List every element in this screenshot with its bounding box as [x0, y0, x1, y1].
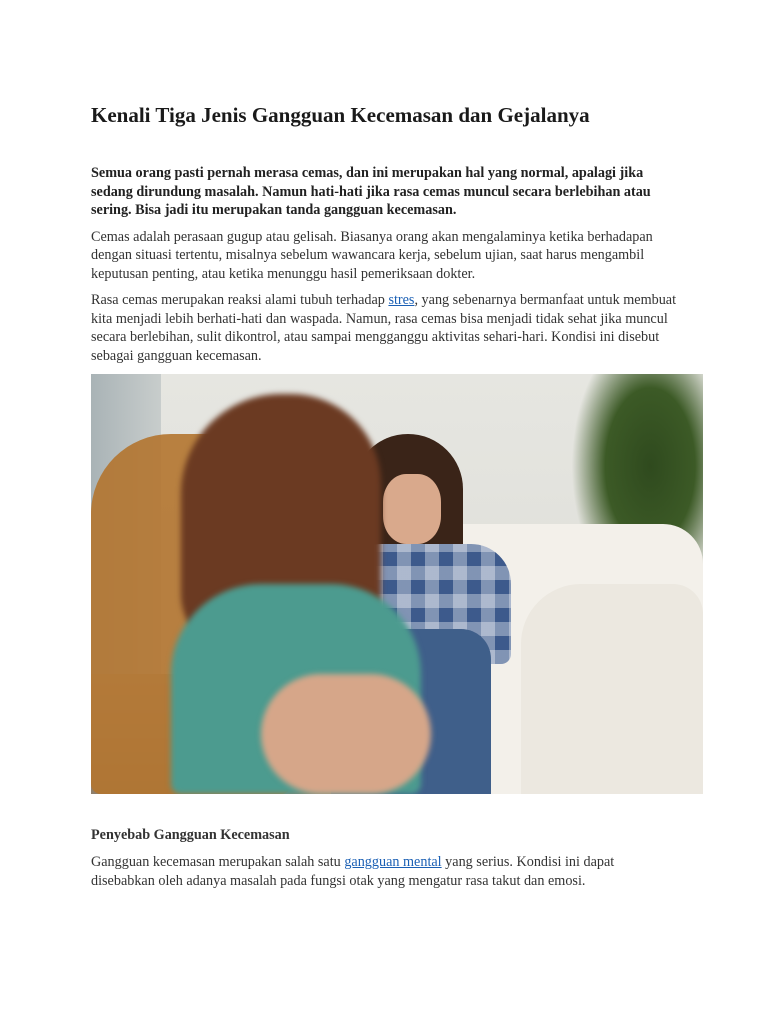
paragraph-2	[91, 291, 681, 365]
paragraph-3-text-after: yang serius. Kondisi ini dapat disebabkan oleh adanya masalah pada fungsi otak yang mengatur rasa takut dan emosi.	[91, 854, 615, 889]
paragraph-2-text-after: , yang sebenarnya bermanfaat untuk membuat kita menjadi lebih berhati-hati dan waspada. Namun, rasa cemas bisa menjadi tidak sehat jika muncul secara berlebihan, sulit dikontrol, atau sampai mengganggu aktivitas sehari-hari. Kondisi ini disebut sebagai gangguan kecemasan.	[91, 292, 677, 364]
stres-link[interactable]: stres	[388, 292, 415, 308]
photo-therapist-arm	[261, 674, 431, 794]
article-title: Kenali Tiga Jenis Gangguan Kecemasan dan Gejalanya	[91, 103, 590, 127]
paragraph-3-text-before: Gangguan kecemasan merupakan salah satu	[91, 854, 345, 870]
paragraph-3	[91, 853, 681, 890]
article-photo	[91, 374, 703, 794]
photo-anxious-woman-face	[383, 474, 441, 544]
photo-sofa-arm	[521, 584, 703, 794]
paragraph-2-text-before: Rasa cemas merupakan reaksi alami tubuh terhadap	[91, 292, 389, 308]
gangguan-mental-link[interactable]: gangguan mental	[344, 854, 442, 870]
article-content	[91, 100, 681, 890]
paragraph-1: Cemas adalah perasaan gugup atau gelisah. Biasanya orang akan mengalaminya ketika berhadapan dengan situasi tertentu, misalnya sebelum wawancara kerja, sebelum ujian, saat harus mengambil keputusan penting, atau ketika menunggu hasil pemeriksaan dokter.	[91, 228, 653, 282]
section-heading: Penyebab Gangguan Kecemasan	[91, 827, 290, 843]
article-lead: Semua orang pasti pernah merasa cemas, dan ini merupakan hal yang normal, apalagi jika sedang dirundung masalah. Namun hati-hati jika rasa cemas muncul secara berlebihan atau sering. Bisa jadi itu merupakan tanda gangguan kecemasan.	[91, 165, 651, 218]
